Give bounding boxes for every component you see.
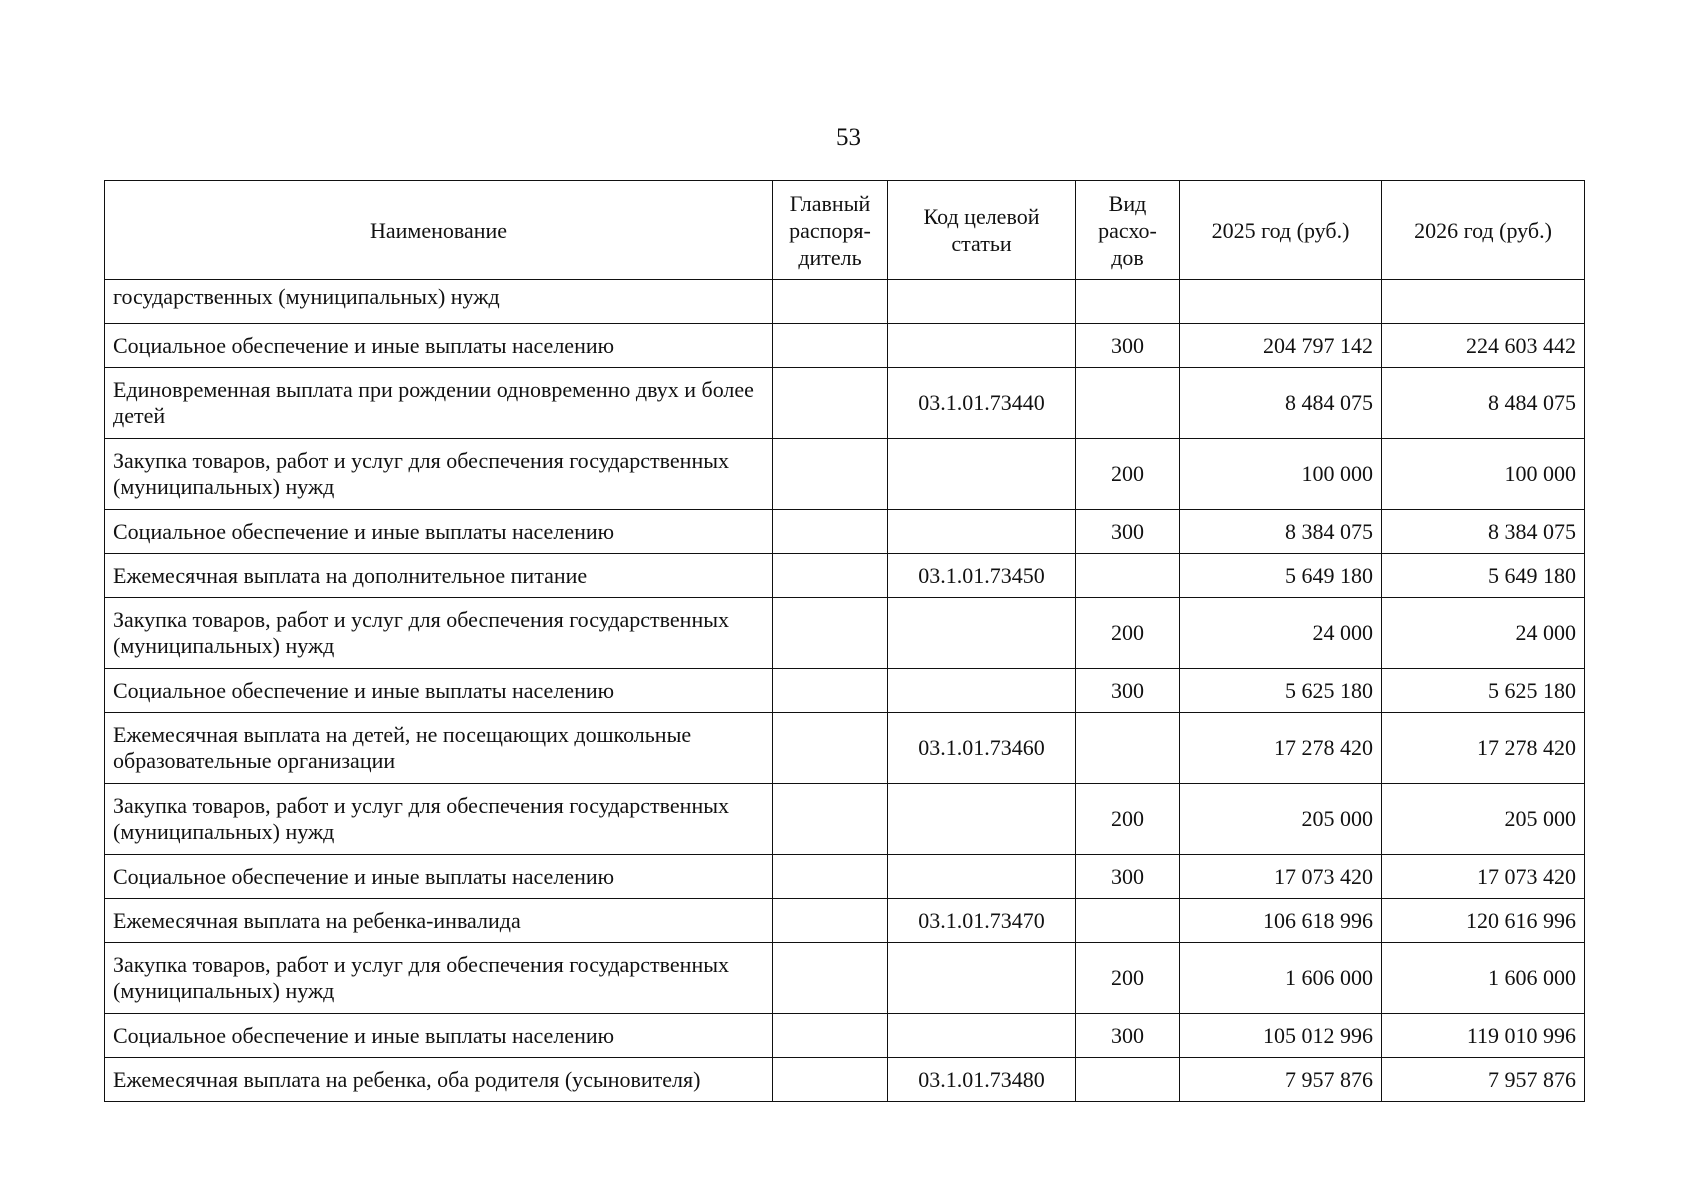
cell-name: государственных (муниципальных) нужд (105, 280, 773, 324)
cell-type (1076, 713, 1180, 784)
cell-manager (773, 554, 888, 598)
cell-manager (773, 855, 888, 899)
cell-2026: 8 384 075 (1382, 510, 1585, 554)
cell-manager (773, 1058, 888, 1102)
cell-code (888, 669, 1076, 713)
cell-2026: 24 000 (1382, 598, 1585, 669)
cell-name: Социальное обеспечение и иные выплаты населению (105, 855, 773, 899)
cell-type (1076, 280, 1180, 324)
table-row (105, 280, 1585, 324)
cell-code (888, 943, 1076, 1014)
table-row (105, 713, 1585, 784)
cell-2026: 5 625 180 (1382, 669, 1585, 713)
cell-name: Ежемесячная выплата на ребенка-инвалида (105, 899, 773, 943)
cell-2026: 17 073 420 (1382, 855, 1585, 899)
cell-type (1076, 899, 1180, 943)
cell-2025: 205 000 (1180, 784, 1382, 855)
cell-name: Закупка товаров, работ и услуг для обеспечения государственных (муниципальных) нужд (105, 439, 773, 510)
cell-code (888, 280, 1076, 324)
cell-code (888, 439, 1076, 510)
cell-name: Ежемесячная выплата на детей, не посещающих дошкольные образовательные организации (105, 713, 773, 784)
cell-type (1076, 554, 1180, 598)
table-row (105, 439, 1585, 510)
cell-2025: 5 625 180 (1180, 669, 1382, 713)
header-target-code: Код целевой статьи (888, 181, 1076, 280)
cell-code (888, 324, 1076, 368)
cell-2025: 5 649 180 (1180, 554, 1382, 598)
cell-type: 300 (1076, 669, 1180, 713)
cell-code: 03.1.01.73460 (888, 713, 1076, 784)
cell-manager (773, 899, 888, 943)
cell-code: 03.1.01.73470 (888, 899, 1076, 943)
cell-type: 200 (1076, 784, 1180, 855)
table-row (105, 1058, 1585, 1102)
table-row (105, 784, 1585, 855)
table-row (105, 598, 1585, 669)
cell-type: 200 (1076, 943, 1180, 1014)
cell-2026 (1382, 280, 1585, 324)
cell-manager (773, 324, 888, 368)
cell-2025: 106 618 996 (1180, 899, 1382, 943)
cell-manager (773, 598, 888, 669)
table-row (105, 855, 1585, 899)
cell-2026: 119 010 996 (1382, 1014, 1585, 1058)
cell-code (888, 1014, 1076, 1058)
cell-code (888, 598, 1076, 669)
cell-code (888, 510, 1076, 554)
cell-2026: 224 603 442 (1382, 324, 1585, 368)
table-row (105, 943, 1585, 1014)
cell-2025: 17 278 420 (1180, 713, 1382, 784)
cell-2025: 24 000 (1180, 598, 1382, 669)
cell-type: 300 (1076, 510, 1180, 554)
cell-manager (773, 943, 888, 1014)
table-row (105, 510, 1585, 554)
table-row (105, 899, 1585, 943)
cell-manager (773, 1014, 888, 1058)
cell-code: 03.1.01.73480 (888, 1058, 1076, 1102)
cell-2025: 100 000 (1180, 439, 1382, 510)
cell-code: 03.1.01.73450 (888, 554, 1076, 598)
cell-2025: 105 012 996 (1180, 1014, 1382, 1058)
cell-manager (773, 368, 888, 439)
cell-type: 300 (1076, 855, 1180, 899)
cell-type: 300 (1076, 324, 1180, 368)
header-row (105, 181, 1585, 280)
table-row (105, 669, 1585, 713)
table-row (105, 324, 1585, 368)
cell-type: 300 (1076, 1014, 1180, 1058)
cell-2026: 8 484 075 (1382, 368, 1585, 439)
cell-2026: 100 000 (1382, 439, 1585, 510)
cell-2026: 5 649 180 (1382, 554, 1585, 598)
cell-type: 200 (1076, 598, 1180, 669)
header-2026: 2026 год (руб.) (1382, 181, 1585, 280)
cell-type (1076, 368, 1180, 439)
header-name: Наименование (105, 181, 773, 280)
cell-name: Социальное обеспечение и иные выплаты населению (105, 1014, 773, 1058)
cell-manager (773, 669, 888, 713)
cell-2025: 1 606 000 (1180, 943, 1382, 1014)
header-manager: Главный распоря-дитель (773, 181, 888, 280)
cell-code: 03.1.01.73440 (888, 368, 1076, 439)
page-number: 53 (836, 124, 861, 151)
table-row (105, 368, 1585, 439)
table-row (105, 554, 1585, 598)
cell-2025: 8 484 075 (1180, 368, 1382, 439)
cell-type: 200 (1076, 439, 1180, 510)
cell-name: Закупка товаров, работ и услуг для обеспечения государственных (муниципальных) нужд (105, 598, 773, 669)
cell-name: Ежемесячная выплата на ребенка, оба родителя (усыновителя) (105, 1058, 773, 1102)
cell-2026: 17 278 420 (1382, 713, 1585, 784)
cell-name: Социальное обеспечение и иные выплаты населению (105, 669, 773, 713)
cell-2025: 204 797 142 (1180, 324, 1382, 368)
cell-type (1076, 1058, 1180, 1102)
header-2025: 2025 год (руб.) (1180, 181, 1382, 280)
cell-2025 (1180, 280, 1382, 324)
budget-table (104, 180, 1585, 1102)
cell-code (888, 784, 1076, 855)
cell-2025: 17 073 420 (1180, 855, 1382, 899)
header-expense-type: Вид расхо-дов (1076, 181, 1180, 280)
cell-name: Социальное обеспечение и иные выплаты населению (105, 510, 773, 554)
cell-2026: 205 000 (1382, 784, 1585, 855)
cell-manager (773, 713, 888, 784)
table-row (105, 1014, 1585, 1058)
cell-2025: 8 384 075 (1180, 510, 1382, 554)
cell-2026: 7 957 876 (1382, 1058, 1585, 1102)
cell-2026: 1 606 000 (1382, 943, 1585, 1014)
cell-name: Социальное обеспечение и иные выплаты населению (105, 324, 773, 368)
cell-manager (773, 784, 888, 855)
cell-2025: 7 957 876 (1180, 1058, 1382, 1102)
cell-manager (773, 280, 888, 324)
cell-code (888, 855, 1076, 899)
cell-2026: 120 616 996 (1382, 899, 1585, 943)
cell-name: Единовременная выплата при рождении одновременно двух и более детей (105, 368, 773, 439)
cell-name: Закупка товаров, работ и услуг для обеспечения государственных (муниципальных) нужд (105, 943, 773, 1014)
cell-manager (773, 510, 888, 554)
cell-manager (773, 439, 888, 510)
cell-name: Закупка товаров, работ и услуг для обеспечения государственных (муниципальных) нужд (105, 784, 773, 855)
cell-name: Ежемесячная выплата на дополнительное питание (105, 554, 773, 598)
